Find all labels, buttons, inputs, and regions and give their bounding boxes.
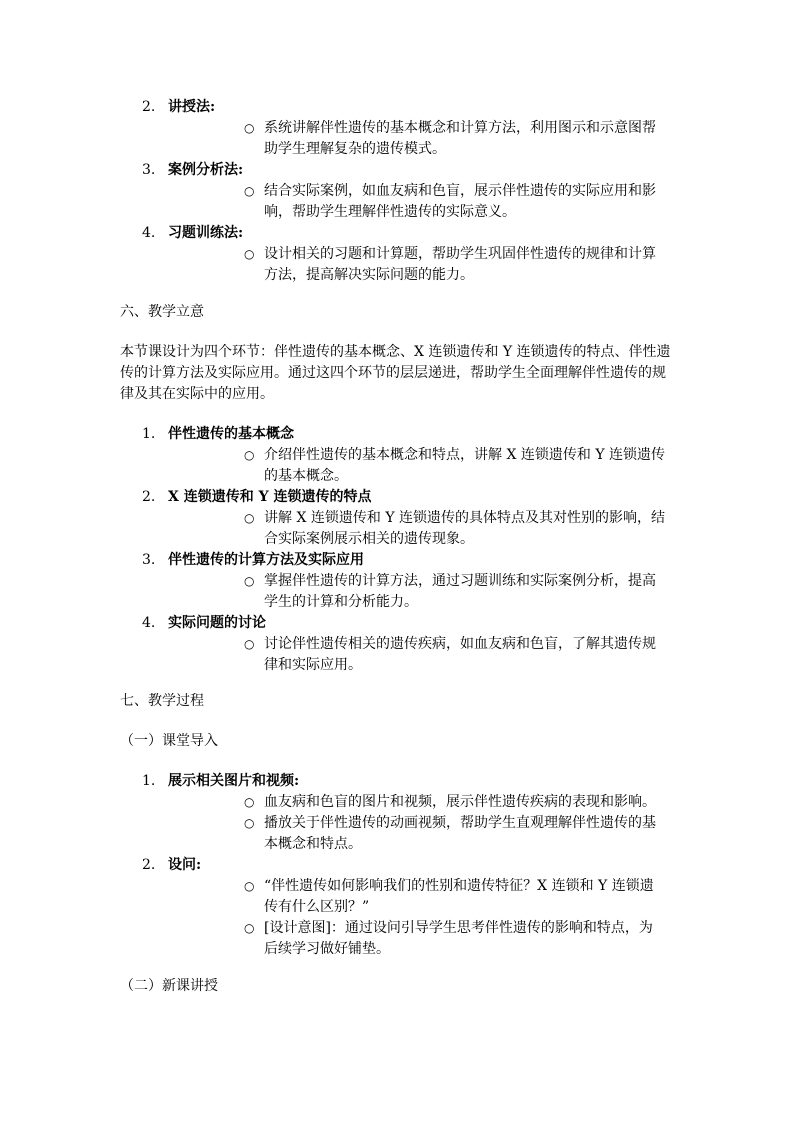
bullet-item: ○ “伴性遗传如何影响我们的性别和遗传特征？X 连锁和 Y 连锁遗传有什么区别？” bbox=[244, 878, 654, 915]
item-number: 2. bbox=[142, 857, 156, 873]
item-number: 1. bbox=[142, 773, 156, 789]
item-title: 实际问题的讨论 bbox=[168, 615, 266, 631]
bullet-circle-icon: ○ bbox=[244, 816, 255, 830]
section-six-intro: 本节课设计为四个环节：伴性遗传的基本概念、X 连锁遗传和 Y 连锁遗传的特点、伴性遗传的计算方法及实际应用。通过这四个环节的层层递进，帮助学生全面理解伴性遗传的规律及其在实际中的应用。 bbox=[120, 344, 671, 402]
item-title: 习题训练法: bbox=[168, 225, 244, 241]
bullet-item: ○ 播放关于伴性遗传的动画视频，帮助学生直观理解伴性遗传的基本概念和特点。 bbox=[244, 815, 656, 852]
item-number: 1. bbox=[142, 426, 156, 442]
bullet-item: ○ 结合实际案例，如血友病和色盲，展示伴性遗传的实际应用和影响，帮助学生理解伴性遗传的实际意义。 bbox=[244, 183, 656, 220]
item-number: 4. bbox=[142, 225, 156, 241]
design-item-basic-concept bbox=[120, 424, 676, 487]
item-title: X 连锁遗传和 Y 连锁遗传的特点 bbox=[168, 489, 372, 505]
bullet-item: ○ 介绍伴性遗传的基本概念和特点，讲解 X 连锁遗传和 Y 连锁遗传的基本概念。 bbox=[244, 447, 666, 484]
bullet-list bbox=[168, 634, 676, 676]
bullet-item: ○ 讲解 X 连锁遗传和 Y 连锁遗传的具体特点及其对性别的影响，结合实际案例展示相关的遗传现象。 bbox=[244, 510, 666, 547]
design-item-xy-linkage bbox=[120, 487, 676, 550]
bullet-list bbox=[168, 445, 676, 487]
method-item-case-analysis bbox=[120, 160, 676, 223]
item-number: 2. bbox=[142, 99, 156, 115]
bullet-circle-icon: ○ bbox=[244, 574, 255, 588]
method-item-lecture bbox=[120, 97, 676, 160]
bullet-item: ○ 血友病和色盲的图片和视频，展示伴性遗传疾病的表现和影响。 bbox=[168, 792, 676, 813]
bullet-circle-icon: ○ bbox=[244, 121, 255, 135]
bullet-list bbox=[168, 876, 676, 960]
bullet-item: ○ 讨论伴性遗传相关的遗传疾病，如血友病和色盲，了解其遗传规律和实际应用。 bbox=[244, 636, 656, 673]
process-item-media bbox=[120, 771, 676, 855]
item-title: 设问: bbox=[168, 857, 202, 873]
process-item-question bbox=[120, 855, 676, 960]
bullet-circle-icon: ○ bbox=[244, 448, 255, 462]
bullet-list bbox=[168, 792, 676, 855]
design-list bbox=[120, 424, 676, 676]
design-item-discussion bbox=[120, 613, 676, 676]
methods-list bbox=[120, 97, 676, 286]
design-item-calculation bbox=[120, 550, 676, 613]
bullet-circle-icon: ○ bbox=[244, 637, 255, 651]
item-title: 伴性遗传的基本概念 bbox=[168, 426, 294, 442]
bullet-circle-icon: ○ bbox=[244, 795, 255, 809]
bullet-item: ○ 系统讲解伴性遗传的基本概念和计算方法，利用图示和示意图帮助学生理解复杂的遗传模式。 bbox=[244, 120, 656, 157]
bullet-list bbox=[168, 118, 676, 160]
bullet-circle-icon: ○ bbox=[244, 184, 255, 198]
bullet-circle-icon: ○ bbox=[244, 511, 255, 525]
subsection-heading-intro: （一）课堂导入 bbox=[120, 733, 218, 749]
item-number: 3. bbox=[142, 162, 156, 178]
item-title: 案例分析法: bbox=[168, 162, 244, 178]
bullet-circle-icon: ○ bbox=[244, 921, 255, 935]
section-heading-six: 六、教学立意 bbox=[120, 304, 204, 320]
item-title: 伴性遗传的计算方法及实际应用 bbox=[168, 552, 364, 568]
section-heading-seven: 七、教学过程 bbox=[120, 693, 204, 709]
bullet-item: ○ [设计意图]：通过设问引导学生思考伴性遗传的影响和特点，为后续学习做好铺垫。 bbox=[244, 920, 653, 957]
process-list bbox=[120, 771, 676, 960]
bullet-circle-icon: ○ bbox=[244, 879, 255, 893]
subsection-heading-new-lesson: （二）新课讲授 bbox=[120, 978, 218, 994]
item-title: 讲授法: bbox=[168, 99, 216, 115]
method-item-exercise bbox=[120, 223, 676, 286]
bullet-list bbox=[168, 571, 676, 613]
bullet-item: ○ 掌握伴性遗传的计算方法，通过习题训练和实际案例分析，提高学生的计算和分析能力。 bbox=[244, 573, 656, 610]
item-number: 3. bbox=[142, 552, 156, 568]
item-number: 4. bbox=[142, 615, 156, 631]
item-title: 展示相关图片和视频: bbox=[168, 773, 300, 789]
item-number: 2. bbox=[142, 489, 156, 505]
bullet-circle-icon: ○ bbox=[244, 247, 255, 261]
bullet-list bbox=[168, 508, 676, 550]
bullet-list bbox=[168, 244, 676, 286]
bullet-list bbox=[168, 181, 676, 223]
bullet-item: ○ 设计相关的习题和计算题，帮助学生巩固伴性遗传的规律和计算方法，提高解决实际问题的能力。 bbox=[244, 246, 656, 283]
